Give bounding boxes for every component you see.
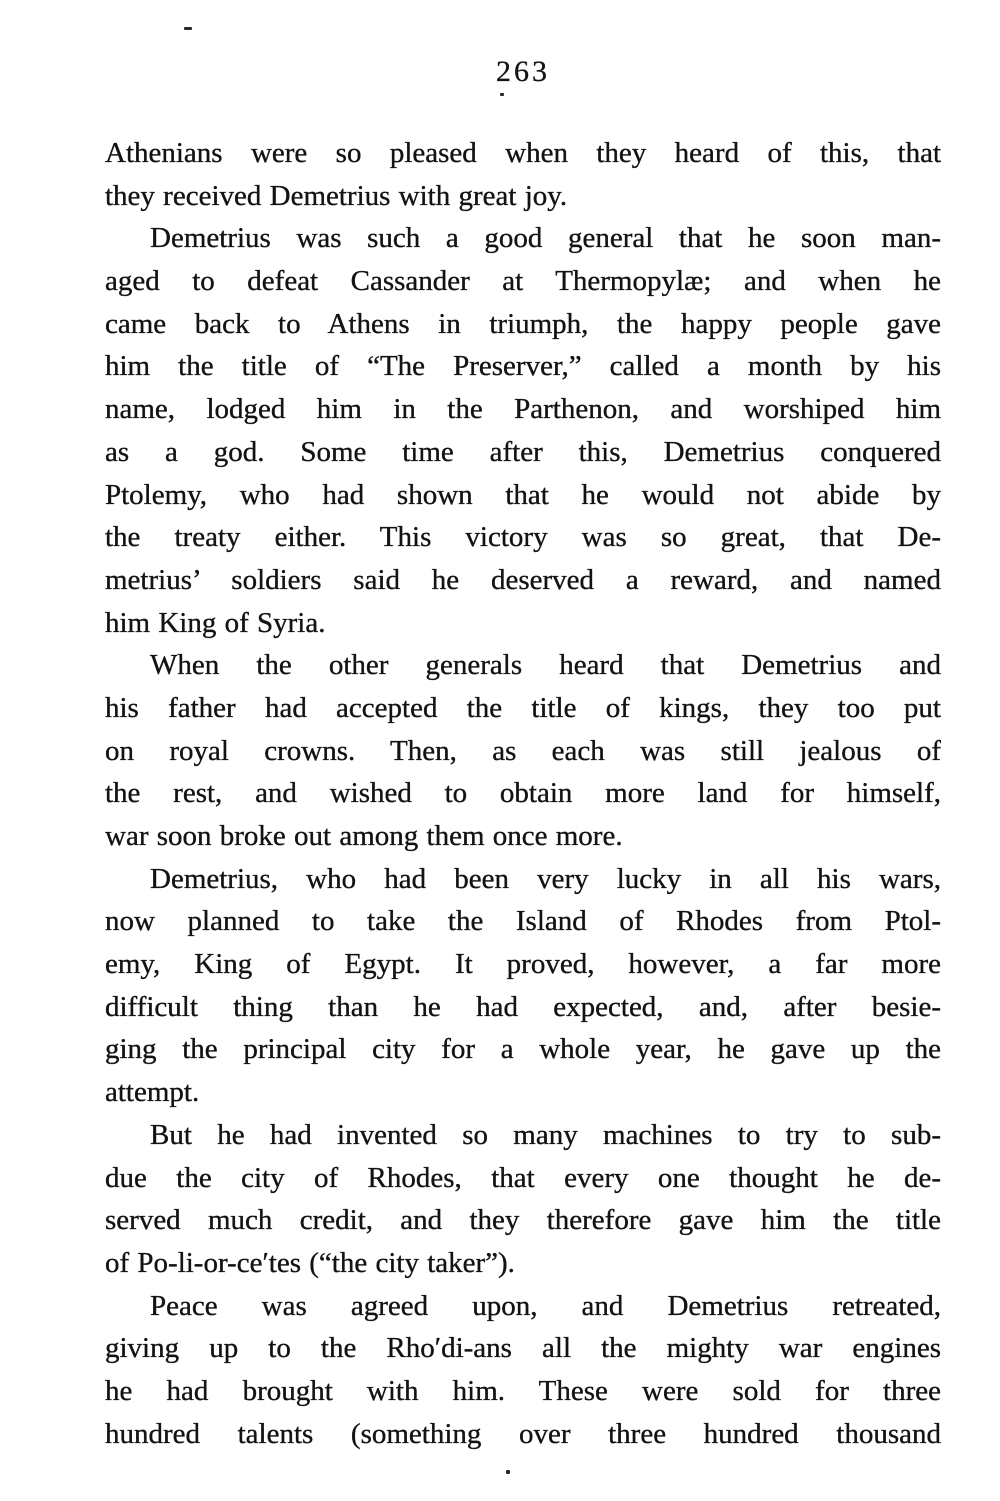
page-number: 263 bbox=[496, 55, 550, 88]
text-line: came back to Athens in triumph, the happy people gave bbox=[105, 307, 941, 340]
text-line: emy, King of Egypt. It proved, however, a far more bbox=[105, 948, 941, 981]
text-line: on royal crowns. Then, as each was still jealous of bbox=[105, 734, 941, 767]
scan-artifact-dot bbox=[506, 1470, 510, 1474]
text-line: ging the principal city for a whole year, he gave up the bbox=[105, 1033, 941, 1066]
text-line: hundred talents (something over three hundred thousand bbox=[105, 1417, 941, 1450]
text-line: Athenians were so pleased when they heard of this, that bbox=[105, 137, 941, 169]
page-text bbox=[105, 132, 941, 1455]
scan-artifact-dash bbox=[184, 27, 192, 30]
paragraph-rhodes-siege bbox=[105, 858, 941, 1114]
text-line: attempt. bbox=[105, 1076, 200, 1109]
text-line: giving up to the Rho′di-ans all the mighty war engines bbox=[105, 1332, 941, 1365]
paragraph-other-generals bbox=[105, 644, 941, 857]
text-line: Peace was agreed upon, and Demetrius retreated, bbox=[150, 1289, 941, 1322]
scan-artifact-dot bbox=[500, 93, 504, 96]
text-line: they received Demetrius with great joy. bbox=[105, 179, 568, 212]
text-line: Ptolemy, who had shown that he would not abide by bbox=[105, 478, 941, 511]
text-line: war soon broke out among them once more. bbox=[105, 820, 623, 852]
paragraph-continuation bbox=[105, 132, 941, 217]
text-line: When the other generals heard that Demetrius and bbox=[150, 649, 941, 682]
text-line: now planned to take the Island of Rhodes from Ptol- bbox=[105, 905, 941, 938]
text-line: his father had accepted the title of kings, they too put bbox=[105, 691, 941, 724]
text-line: Demetrius was such a good general that he soon man- bbox=[150, 222, 941, 255]
paragraph-demetrius-general bbox=[105, 217, 941, 644]
text-line: name, lodged him in the Parthenon, and worshiped him bbox=[105, 393, 941, 426]
text-line: served much credit, and they therefore gave him the title bbox=[105, 1204, 941, 1237]
paragraph-poliorcetes bbox=[105, 1114, 941, 1285]
text-line: Demetrius, who had been very lucky in all his wars, bbox=[150, 862, 941, 895]
text-line: him the title of “The Preserver,” called a month by his bbox=[105, 350, 941, 383]
text-line: of Po-li-or-ce′tes (“the city taker”). bbox=[105, 1246, 515, 1279]
text-line: him King of Syria. bbox=[105, 606, 326, 639]
text-line: But he had invented so many machines to try to sub- bbox=[150, 1118, 941, 1151]
text-line: as a god. Some time after this, Demetrius conquered bbox=[105, 435, 941, 468]
text-line: aged to defeat Cassander at Thermopylæ; and when he bbox=[105, 265, 941, 298]
text-line: due the city of Rhodes, that every one thought he de- bbox=[105, 1161, 941, 1194]
text-line: difficult thing than he had expected, and, after besie- bbox=[105, 990, 941, 1023]
text-line: the rest, and wished to obtain more land for himself, bbox=[105, 777, 941, 810]
text-line: he had brought with him. These were sold for three bbox=[105, 1374, 941, 1407]
text-line: metrius’ soldiers said he deserved a reward, and named bbox=[105, 563, 941, 596]
text-line: the treaty either. This victory was so great, that De- bbox=[105, 521, 941, 554]
paragraph-peace-agreed bbox=[105, 1285, 941, 1456]
